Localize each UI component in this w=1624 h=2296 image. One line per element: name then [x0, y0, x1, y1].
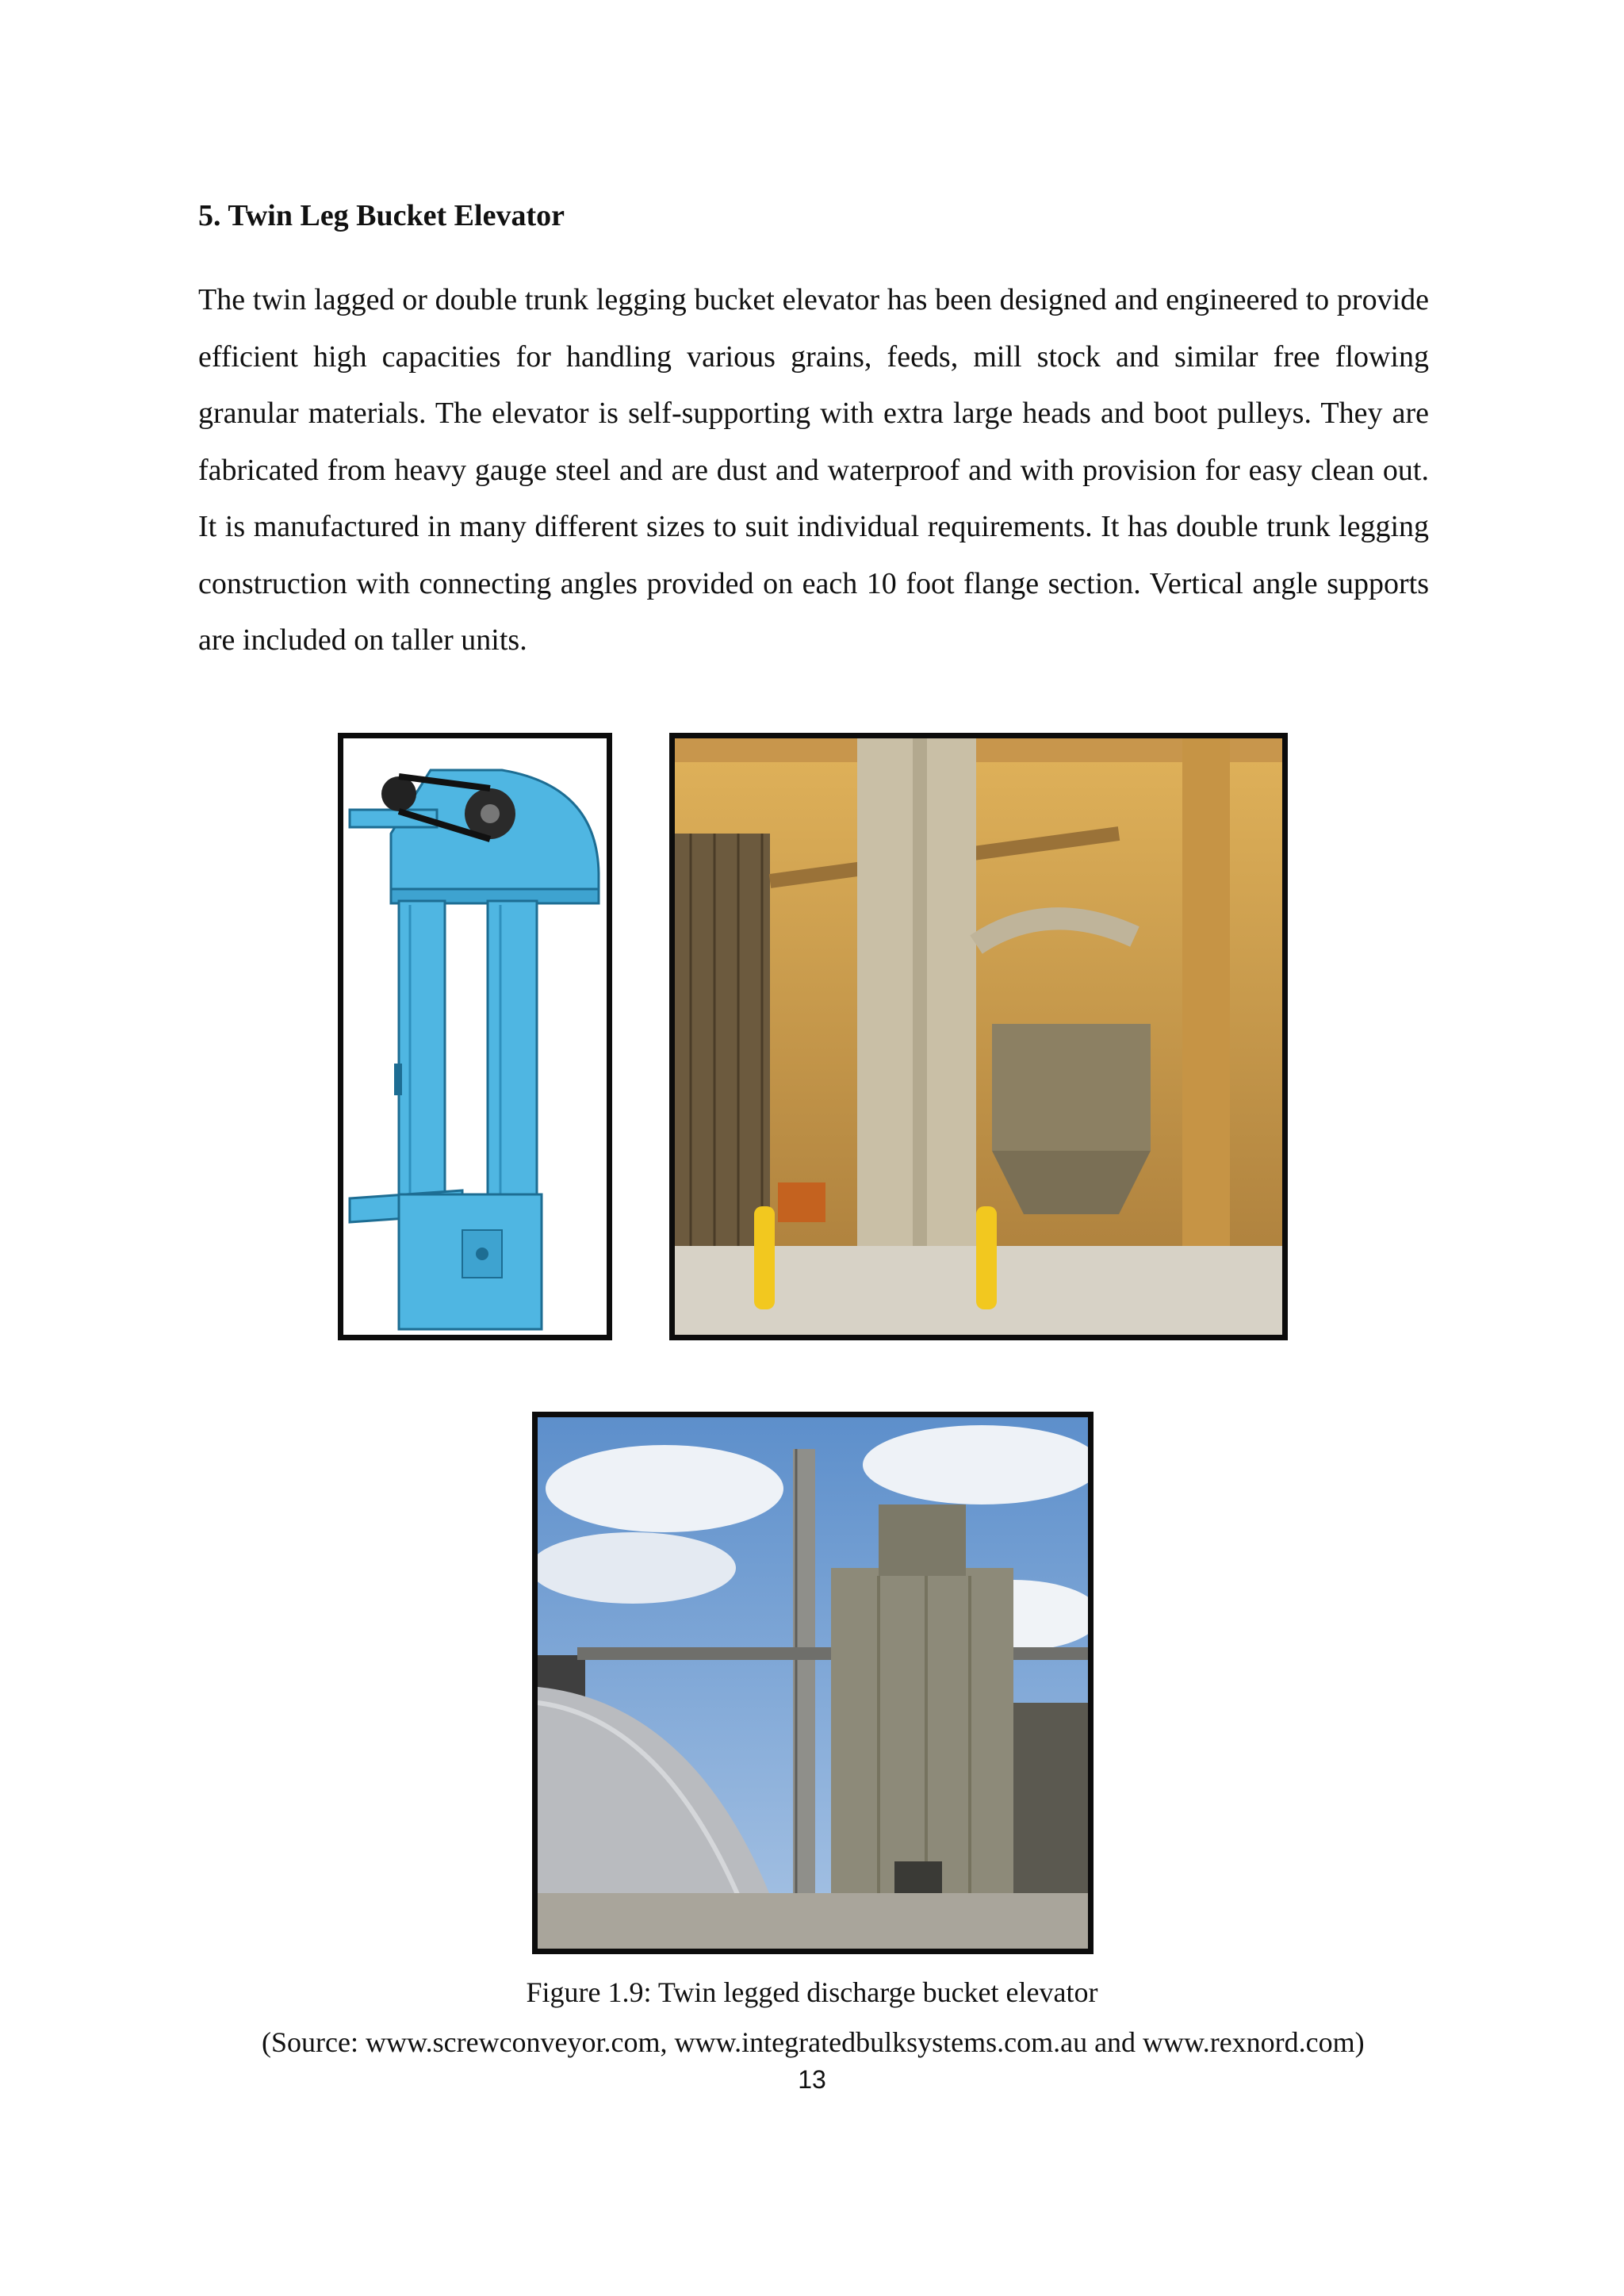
elevator-diagram-image: [343, 738, 607, 1335]
page-number: 13: [798, 2065, 826, 2094]
section-paragraph: The twin lagged or double trunk legging bucket elevator has been designed and engineered to provide efficient high capacities for handling various grains, feeds, mill stock and similar free flowing granular materials. The elevator is self-supporting with extra large heads and boot pulleys. They are fabricated from heavy gauge steel and are dust and waterproof and with provision for easy clean out. It is manufactured in many different sizes to suit individual requirements. It has double trunk legging construction with connecting angles provided on each 10 foot flange section. Vertical angle supports are included on taller units.: [198, 283, 1429, 657]
figure-outdoor-silo: [532, 1412, 1094, 1954]
figure-indoor-installation: [669, 733, 1288, 1340]
outdoor-silo-image: [538, 1417, 1088, 1949]
figure-elevator-diagram: [338, 733, 612, 1340]
figure-caption: Figure 1.9: Twin legged discharge bucket elevator: [526, 1976, 1098, 2008]
figure-source: (Source: www.screwconveyor.com, www.integratedbulksystems.com.au and www.rexnord.com): [262, 2026, 1365, 2058]
section-heading: 5. Twin Leg Bucket Elevator: [198, 199, 565, 232]
indoor-installation-image: [675, 738, 1282, 1335]
